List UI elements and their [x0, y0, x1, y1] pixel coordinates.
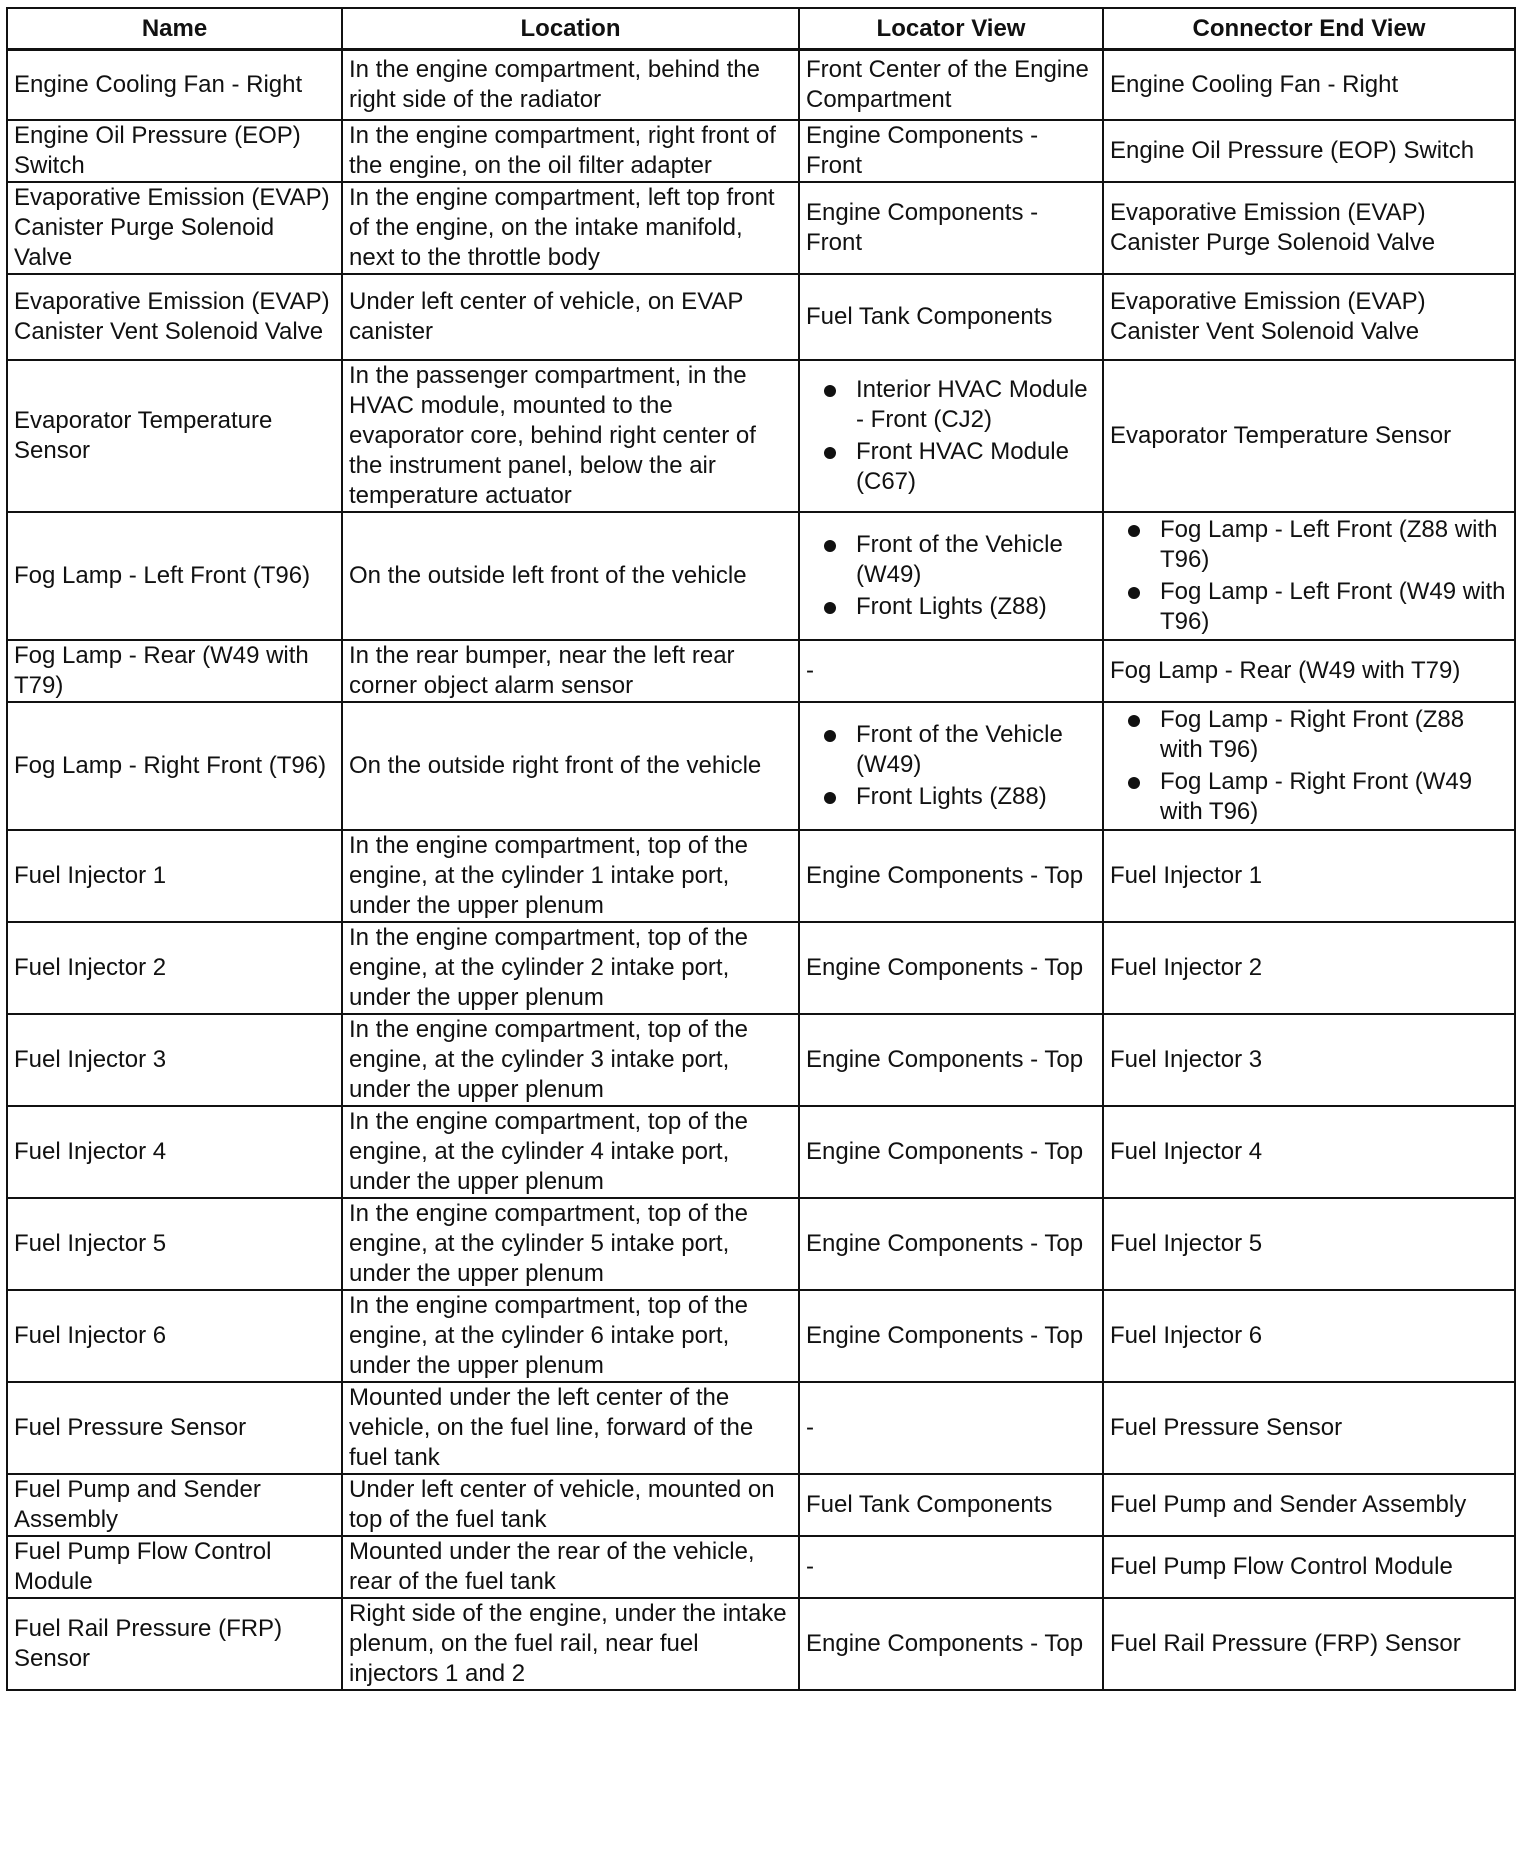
list-item-text: Front Lights (Z88) — [856, 592, 1047, 620]
list-item — [806, 375, 1096, 435]
cell-connector-end-view: Fuel Pump and Sender Assembly — [1103, 1474, 1515, 1536]
cell-locator-view: Engine Components - Top — [799, 922, 1103, 1014]
cell-location: In the engine compartment, top of the engine, at the cylinder 3 intake port, under the upper plenum — [342, 1014, 799, 1106]
table-row — [7, 922, 1515, 1014]
cell-locator-view — [799, 702, 1103, 830]
bullet-icon — [824, 730, 836, 742]
bullet-icon — [1128, 715, 1140, 727]
cell-name: Fuel Pressure Sensor — [7, 1382, 342, 1474]
bullet-icon — [824, 602, 836, 614]
cell-name: Fuel Injector 4 — [7, 1106, 342, 1198]
cell-name: Evaporative Emission (EVAP) Canister Purge Solenoid Valve — [7, 182, 342, 274]
list-item-text: Front of the Vehicle (W49) — [856, 720, 1063, 778]
bullet-icon — [1128, 777, 1140, 789]
list-item — [806, 530, 1096, 590]
cell-connector-end-view: Evaporative Emission (EVAP) Canister Purge Solenoid Valve — [1103, 182, 1515, 274]
locator-view-list — [806, 375, 1096, 497]
connector-end-view-list — [1110, 705, 1508, 827]
cell-connector-end-view — [1103, 512, 1515, 640]
header-locator-view: Locator View — [799, 8, 1103, 50]
cell-location: In the engine compartment, top of the engine, at the cylinder 1 intake port, under the upper plenum — [342, 830, 799, 922]
cell-name: Fog Lamp - Right Front (T96) — [7, 702, 342, 830]
table-row — [7, 640, 1515, 702]
table-row — [7, 702, 1515, 830]
bullet-icon — [1128, 587, 1140, 599]
table-body — [7, 50, 1515, 1690]
cell-location: Right side of the engine, under the intake plenum, on the fuel rail, near fuel injectors 1 and 2 — [342, 1598, 799, 1690]
cell-locator-view: Engine Components - Top — [799, 1598, 1103, 1690]
table-row — [7, 1014, 1515, 1106]
list-item — [806, 592, 1096, 622]
cell-connector-end-view: Fog Lamp - Rear (W49 with T79) — [1103, 640, 1515, 702]
cell-locator-view: - — [799, 640, 1103, 702]
cell-name: Fog Lamp - Rear (W49 with T79) — [7, 640, 342, 702]
cell-location: In the engine compartment, top of the engine, at the cylinder 2 intake port, under the upper plenum — [342, 922, 799, 1014]
cell-connector-end-view — [1103, 702, 1515, 830]
cell-locator-view — [799, 512, 1103, 640]
list-item — [1110, 515, 1508, 575]
cell-connector-end-view: Fuel Injector 6 — [1103, 1290, 1515, 1382]
cell-location: Under left center of vehicle, on EVAP canister — [342, 274, 799, 360]
cell-locator-view: Engine Components - Front — [799, 182, 1103, 274]
table-row — [7, 1198, 1515, 1290]
list-item-text: Front Lights (Z88) — [856, 782, 1047, 810]
cell-name: Engine Oil Pressure (EOP) Switch — [7, 120, 342, 182]
locator-view-list — [806, 530, 1096, 622]
table-row — [7, 512, 1515, 640]
cell-locator-view — [799, 360, 1103, 512]
cell-location: In the engine compartment, top of the engine, at the cylinder 5 intake port, under the upper plenum — [342, 1198, 799, 1290]
cell-name: Evaporative Emission (EVAP) Canister Vent Solenoid Valve — [7, 274, 342, 360]
cell-name: Engine Cooling Fan - Right — [7, 50, 342, 120]
cell-locator-view: Engine Components - Top — [799, 1290, 1103, 1382]
list-item-text: Interior HVAC Module - Front (CJ2) — [856, 375, 1088, 433]
cell-connector-end-view: Fuel Injector 5 — [1103, 1198, 1515, 1290]
cell-connector-end-view: Fuel Pump Flow Control Module — [1103, 1536, 1515, 1598]
cell-connector-end-view: Fuel Injector 1 — [1103, 830, 1515, 922]
table-row — [7, 830, 1515, 922]
table-row — [7, 1598, 1515, 1690]
cell-name: Evaporator Temperature Sensor — [7, 360, 342, 512]
cell-location: In the rear bumper, near the left rear corner object alarm sensor — [342, 640, 799, 702]
cell-location: On the outside right front of the vehicle — [342, 702, 799, 830]
cell-name: Fuel Injector 6 — [7, 1290, 342, 1382]
cell-name: Fuel Pump Flow Control Module — [7, 1536, 342, 1598]
cell-locator-view: - — [799, 1536, 1103, 1598]
cell-connector-end-view: Engine Cooling Fan - Right — [1103, 50, 1515, 120]
cell-connector-end-view: Evaporative Emission (EVAP) Canister Vent Solenoid Valve — [1103, 274, 1515, 360]
list-item — [806, 782, 1096, 812]
list-item — [1110, 705, 1508, 765]
connector-end-view-list — [1110, 515, 1508, 637]
table-row — [7, 1474, 1515, 1536]
list-item-text: Fog Lamp - Right Front (Z88 with T96) — [1160, 705, 1465, 763]
cell-location: Mounted under the rear of the vehicle, rear of the fuel tank — [342, 1536, 799, 1598]
cell-locator-view: Engine Components - Top — [799, 830, 1103, 922]
cell-location: Under left center of vehicle, mounted on top of the fuel tank — [342, 1474, 799, 1536]
list-item — [1110, 577, 1508, 637]
cell-locator-view: Front Center of the Engine Compartment — [799, 50, 1103, 120]
component-locator-table — [6, 7, 1516, 1691]
cell-location: Mounted under the left center of the vehicle, on the fuel line, forward of the fuel tank — [342, 1382, 799, 1474]
header-name: Name — [7, 8, 342, 50]
cell-connector-end-view: Engine Oil Pressure (EOP) Switch — [1103, 120, 1515, 182]
cell-name: Fuel Rail Pressure (FRP) Sensor — [7, 1598, 342, 1690]
cell-name: Fog Lamp - Left Front (T96) — [7, 512, 342, 640]
cell-locator-view: Engine Components - Top — [799, 1198, 1103, 1290]
cell-location: In the engine compartment, top of the engine, at the cylinder 4 intake port, under the upper plenum — [342, 1106, 799, 1198]
table-row — [7, 120, 1515, 182]
table-row — [7, 1290, 1515, 1382]
list-item — [806, 437, 1096, 497]
locator-view-list — [806, 720, 1096, 812]
cell-location: In the engine compartment, right front of the engine, on the oil filter adapter — [342, 120, 799, 182]
list-item-text: Fog Lamp - Right Front (W49 with T96) — [1160, 767, 1473, 825]
cell-name: Fuel Pump and Sender Assembly — [7, 1474, 342, 1536]
header-connector-end-view: Connector End View — [1103, 8, 1515, 50]
cell-locator-view: Engine Components - Top — [799, 1014, 1103, 1106]
cell-connector-end-view: Fuel Injector 3 — [1103, 1014, 1515, 1106]
table-row — [7, 50, 1515, 120]
list-item-text: Fog Lamp - Left Front (Z88 with T96) — [1160, 515, 1498, 573]
cell-location: In the engine compartment, behind the right side of the radiator — [342, 50, 799, 120]
list-item-text: Fog Lamp - Left Front (W49 with T96) — [1160, 577, 1506, 635]
cell-location: In the engine compartment, left top front of the engine, on the intake manifold, next to the throttle body — [342, 182, 799, 274]
table-row — [7, 274, 1515, 360]
cell-name: Fuel Injector 1 — [7, 830, 342, 922]
cell-locator-view: Fuel Tank Components — [799, 1474, 1103, 1536]
cell-locator-view: Engine Components - Top — [799, 1106, 1103, 1198]
table-row — [7, 1382, 1515, 1474]
bullet-icon — [1128, 525, 1140, 537]
cell-name: Fuel Injector 2 — [7, 922, 342, 1014]
list-item-text: Front HVAC Module (C67) — [856, 437, 1069, 495]
cell-locator-view: Fuel Tank Components — [799, 274, 1103, 360]
bullet-icon — [824, 447, 836, 459]
table-row — [7, 360, 1515, 512]
cell-connector-end-view: Fuel Rail Pressure (FRP) Sensor — [1103, 1598, 1515, 1690]
bullet-icon — [824, 792, 836, 804]
table-row — [7, 182, 1515, 274]
list-item — [1110, 767, 1508, 827]
cell-location: In the engine compartment, top of the engine, at the cylinder 6 intake port, under the upper plenum — [342, 1290, 799, 1382]
cell-locator-view: Engine Components - Front — [799, 120, 1103, 182]
cell-name: Fuel Injector 3 — [7, 1014, 342, 1106]
header-row — [7, 8, 1515, 50]
cell-connector-end-view: Fuel Pressure Sensor — [1103, 1382, 1515, 1474]
cell-locator-view: - — [799, 1382, 1103, 1474]
cell-location: On the outside left front of the vehicle — [342, 512, 799, 640]
list-item-text: Front of the Vehicle (W49) — [856, 530, 1063, 588]
bullet-icon — [824, 540, 836, 552]
header-location: Location — [342, 8, 799, 50]
table-row — [7, 1536, 1515, 1598]
table-row — [7, 1106, 1515, 1198]
cell-connector-end-view: Fuel Injector 2 — [1103, 922, 1515, 1014]
list-item — [806, 720, 1096, 780]
cell-name: Fuel Injector 5 — [7, 1198, 342, 1290]
cell-location: In the passenger compartment, in the HVAC module, mounted to the evaporator core, behind right center of the instrument panel, below the air temperature actuator — [342, 360, 799, 512]
cell-connector-end-view: Fuel Injector 4 — [1103, 1106, 1515, 1198]
bullet-icon — [824, 385, 836, 397]
cell-connector-end-view: Evaporator Temperature Sensor — [1103, 360, 1515, 512]
